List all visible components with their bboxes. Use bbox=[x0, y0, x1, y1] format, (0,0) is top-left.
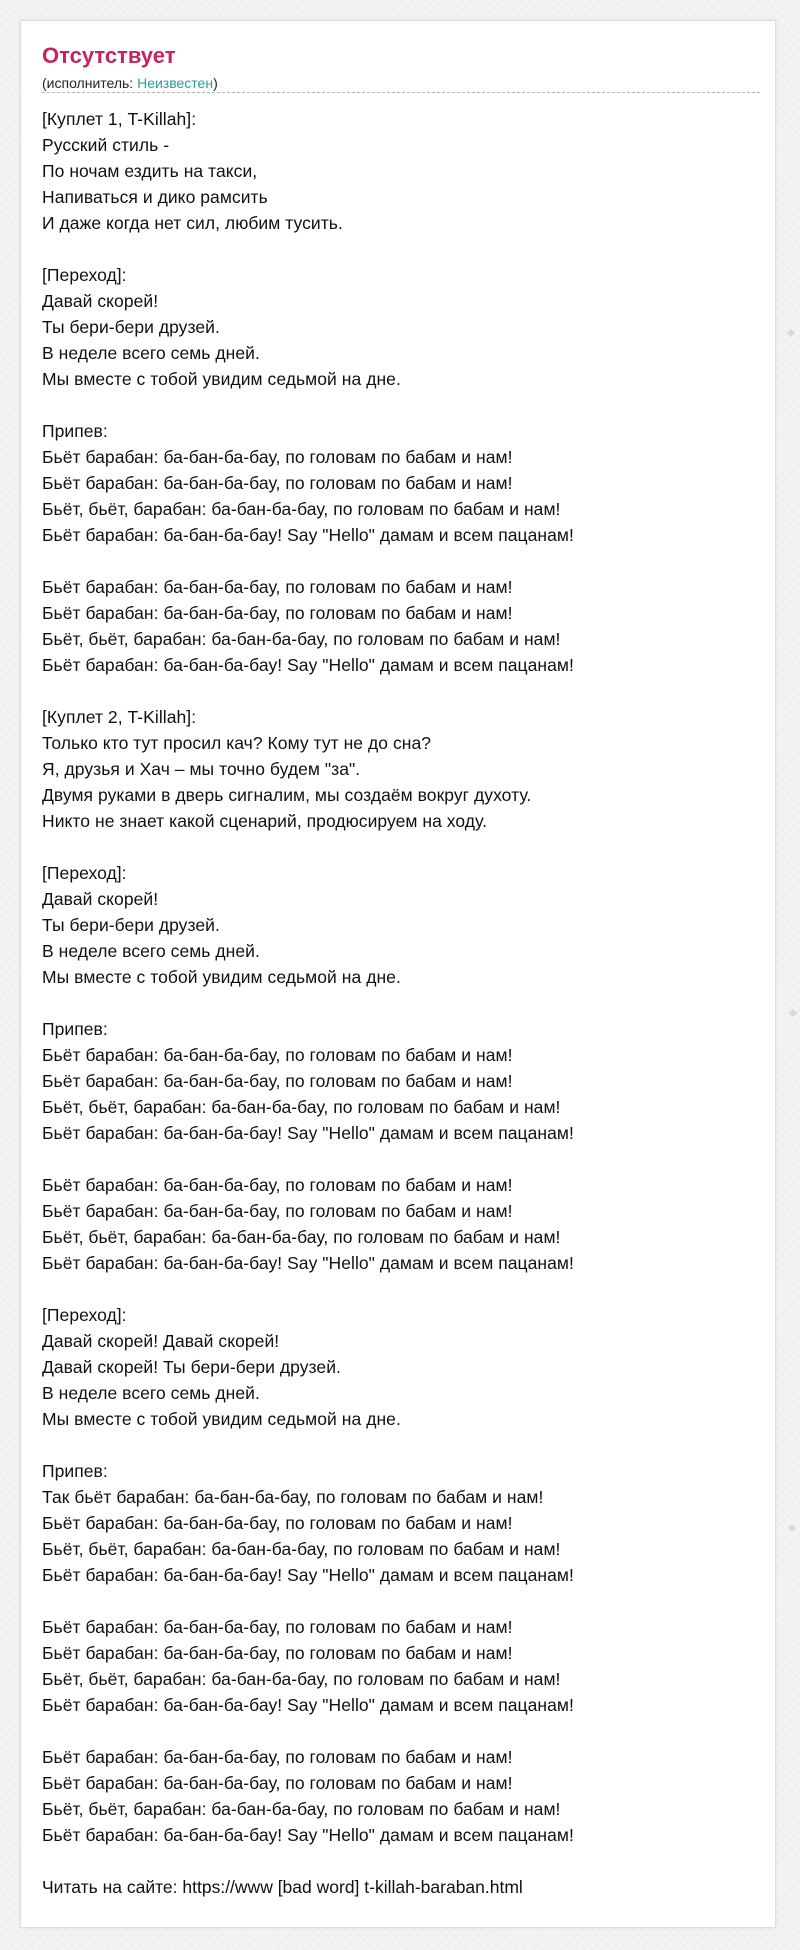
lyric-line: Никто не знает какой сценарий, продюсируем на ходу. bbox=[42, 811, 488, 831]
lyric-line: Так бьёт барабан: ба-бан-ба-бау, по головам по бабам и нам! bbox=[42, 1487, 544, 1507]
header-divider bbox=[42, 92, 760, 93]
lyric-line: Бьёт, бьёт, барабан: ба-бан-ба-бау, по головам по бабам и нам! bbox=[42, 1227, 561, 1247]
song-title: Отсутствует bbox=[42, 43, 176, 68]
lyric-line: Бьёт барабан: ба-бан-ба-бау, по головам по бабам и нам! bbox=[42, 577, 513, 597]
lyric-line: Бьёт барабан: ба-бан-ба-бау, по головам по бабам и нам! bbox=[42, 1617, 513, 1637]
lyric-line: Бьёт барабан: ба-бан-ба-бау, по головам по бабам и нам! bbox=[42, 447, 513, 467]
lyric-line: Бьёт барабан: ба-бан-ба-бау! Say "Hello" дамам и всем пацанам! bbox=[42, 1695, 574, 1715]
lyrics-stanza bbox=[42, 704, 760, 834]
lyric-line: Бьёт барабан: ба-бан-ба-бау! Say "Hello" дамам и всем пацанам! bbox=[42, 1253, 574, 1273]
lyrics-stanza bbox=[42, 1458, 760, 1588]
lyric-line: Мы вместе с тобой увидим седьмой на дне. bbox=[42, 1409, 401, 1429]
lyric-line: И даже когда нет сил, любим тусить. bbox=[42, 213, 343, 233]
lyrics-stanza bbox=[42, 1302, 760, 1432]
lyric-line: Только кто тут просил кач? Кому тут не до сна? bbox=[42, 733, 432, 753]
lyric-line: Бьёт барабан: ба-бан-ба-бау! Say "Hello" дамам и всем пацанам! bbox=[42, 655, 574, 675]
decorative-mark bbox=[789, 1009, 797, 1017]
lyric-line: Бьёт барабан: ба-бан-ба-бау, по головам по бабам и нам! bbox=[42, 1643, 513, 1663]
lyrics-body bbox=[42, 106, 760, 1874]
lyric-line: Бьёт, бьёт, барабан: ба-бан-ба-бау, по головам по бабам и нам! bbox=[42, 1799, 561, 1819]
source-link-line: Читать на сайте: https://www [bad word] t-killah-baraban.html bbox=[42, 1877, 523, 1897]
lyric-line: Мы вместе с тобой увидим седьмой на дне. bbox=[42, 967, 401, 987]
artist-link[interactable]: Неизвестен bbox=[137, 75, 214, 91]
lyric-line: Бьёт барабан: ба-бан-ба-бау, по головам по бабам и нам! bbox=[42, 1175, 513, 1195]
lyric-line: Давай скорей! bbox=[42, 889, 159, 909]
lyric-line: [Переход]: bbox=[42, 863, 127, 883]
lyrics-stanza bbox=[42, 1744, 760, 1848]
lyric-line: Бьёт барабан: ба-бан-ба-бау, по головам по бабам и нам! bbox=[42, 1773, 513, 1793]
lyric-line: Бьёт барабан: ба-бан-ба-бау! Say "Hello" дамам и всем пацанам! bbox=[42, 1565, 574, 1585]
lyric-line: Мы вместе с тобой увидим седьмой на дне. bbox=[42, 369, 401, 389]
lyric-line: Бьёт, бьёт, барабан: ба-бан-ба-бау, по головам по бабам и нам! bbox=[42, 629, 561, 649]
decorative-mark bbox=[787, 329, 795, 337]
lyric-line: По ночам ездить на такси, bbox=[42, 161, 258, 181]
lyric-line: Напиваться и дико рамсить bbox=[42, 187, 268, 207]
lyric-line: [Куплет 2, T-Killah]: bbox=[42, 707, 197, 727]
lyric-line: Бьёт, бьёт, барабан: ба-бан-ба-бау, по головам по бабам и нам! bbox=[42, 1539, 561, 1559]
lyric-line: Давай скорей! Давай скорей! bbox=[42, 1331, 280, 1351]
lyric-line: Русский стиль - bbox=[42, 135, 170, 155]
lyrics-stanza bbox=[42, 574, 760, 678]
lyric-line: [Куплет 1, T-Killah]: bbox=[42, 109, 197, 129]
lyrics-stanza bbox=[42, 860, 760, 990]
lyric-line: [Переход]: bbox=[42, 265, 127, 285]
lyric-line: Бьёт барабан: ба-бан-ба-бау, по головам по бабам и нам! bbox=[42, 1747, 513, 1767]
lyric-line: Двумя руками в дверь сигналим, мы создаём вокруг духоту. bbox=[42, 785, 532, 805]
lyrics-card bbox=[20, 20, 776, 1928]
song-header bbox=[42, 43, 760, 91]
artist-prefix: (исполнитель: bbox=[42, 75, 138, 91]
lyrics-stanza bbox=[42, 1016, 760, 1146]
lyrics-stanza bbox=[42, 1172, 760, 1276]
lyrics-stanza bbox=[42, 418, 760, 548]
lyric-line: В неделе всего семь дней. bbox=[42, 941, 260, 961]
lyric-line: Припев: bbox=[42, 421, 108, 441]
lyric-line: Давай скорей! bbox=[42, 291, 159, 311]
lyric-line: Бьёт барабан: ба-бан-ба-бау, по головам по бабам и нам! bbox=[42, 1071, 513, 1091]
lyric-line: Ты бери-бери друзей. bbox=[42, 317, 220, 337]
lyric-line: Бьёт, бьёт, барабан: ба-бан-ба-бау, по головам по бабам и нам! bbox=[42, 1669, 561, 1689]
decorative-mark bbox=[788, 1524, 796, 1532]
lyric-line: Бьёт барабан: ба-бан-ба-бау! Say "Hello" дамам и всем пацанам! bbox=[42, 1123, 574, 1143]
lyric-line: Припев: bbox=[42, 1461, 108, 1481]
lyric-line: Ты бери-бери друзей. bbox=[42, 915, 220, 935]
lyrics-stanza bbox=[42, 262, 760, 392]
lyric-line: Бьёт барабан: ба-бан-ба-бау, по головам по бабам и нам! bbox=[42, 1045, 513, 1065]
lyric-line: Бьёт барабан: ба-бан-ба-бау! Say "Hello" дамам и всем пацанам! bbox=[42, 1825, 574, 1845]
lyric-line: Бьёт барабан: ба-бан-ба-бау, по головам по бабам и нам! bbox=[42, 473, 513, 493]
lyric-line: В неделе всего семь дней. bbox=[42, 1383, 260, 1403]
lyric-line: Бьёт барабан: ба-бан-ба-бау! Say "Hello" дамам и всем пацанам! bbox=[42, 525, 574, 545]
artist-line bbox=[42, 75, 760, 91]
lyrics-stanza bbox=[42, 1614, 760, 1718]
lyric-line: Бьёт барабан: ба-бан-ба-бау, по головам по бабам и нам! bbox=[42, 603, 513, 623]
lyric-line: [Переход]: bbox=[42, 1305, 127, 1325]
lyric-line: Бьёт барабан: ба-бан-ба-бау, по головам по бабам и нам! bbox=[42, 1201, 513, 1221]
lyric-line: Припев: bbox=[42, 1019, 108, 1039]
lyric-line: Бьёт, бьёт, барабан: ба-бан-ба-бау, по головам по бабам и нам! bbox=[42, 499, 561, 519]
artist-suffix: ) bbox=[213, 75, 218, 91]
lyric-line: В неделе всего семь дней. bbox=[42, 343, 260, 363]
lyric-line: Я, друзья и Хач – мы точно будем "за". bbox=[42, 759, 361, 779]
lyrics-stanza bbox=[42, 106, 760, 236]
lyric-line: Бьёт, бьёт, барабан: ба-бан-ба-бау, по головам по бабам и нам! bbox=[42, 1097, 561, 1117]
lyric-line: Бьёт барабан: ба-бан-ба-бау, по головам по бабам и нам! bbox=[42, 1513, 513, 1533]
lyric-line: Давай скорей! Ты бери-бери друзей. bbox=[42, 1357, 341, 1377]
